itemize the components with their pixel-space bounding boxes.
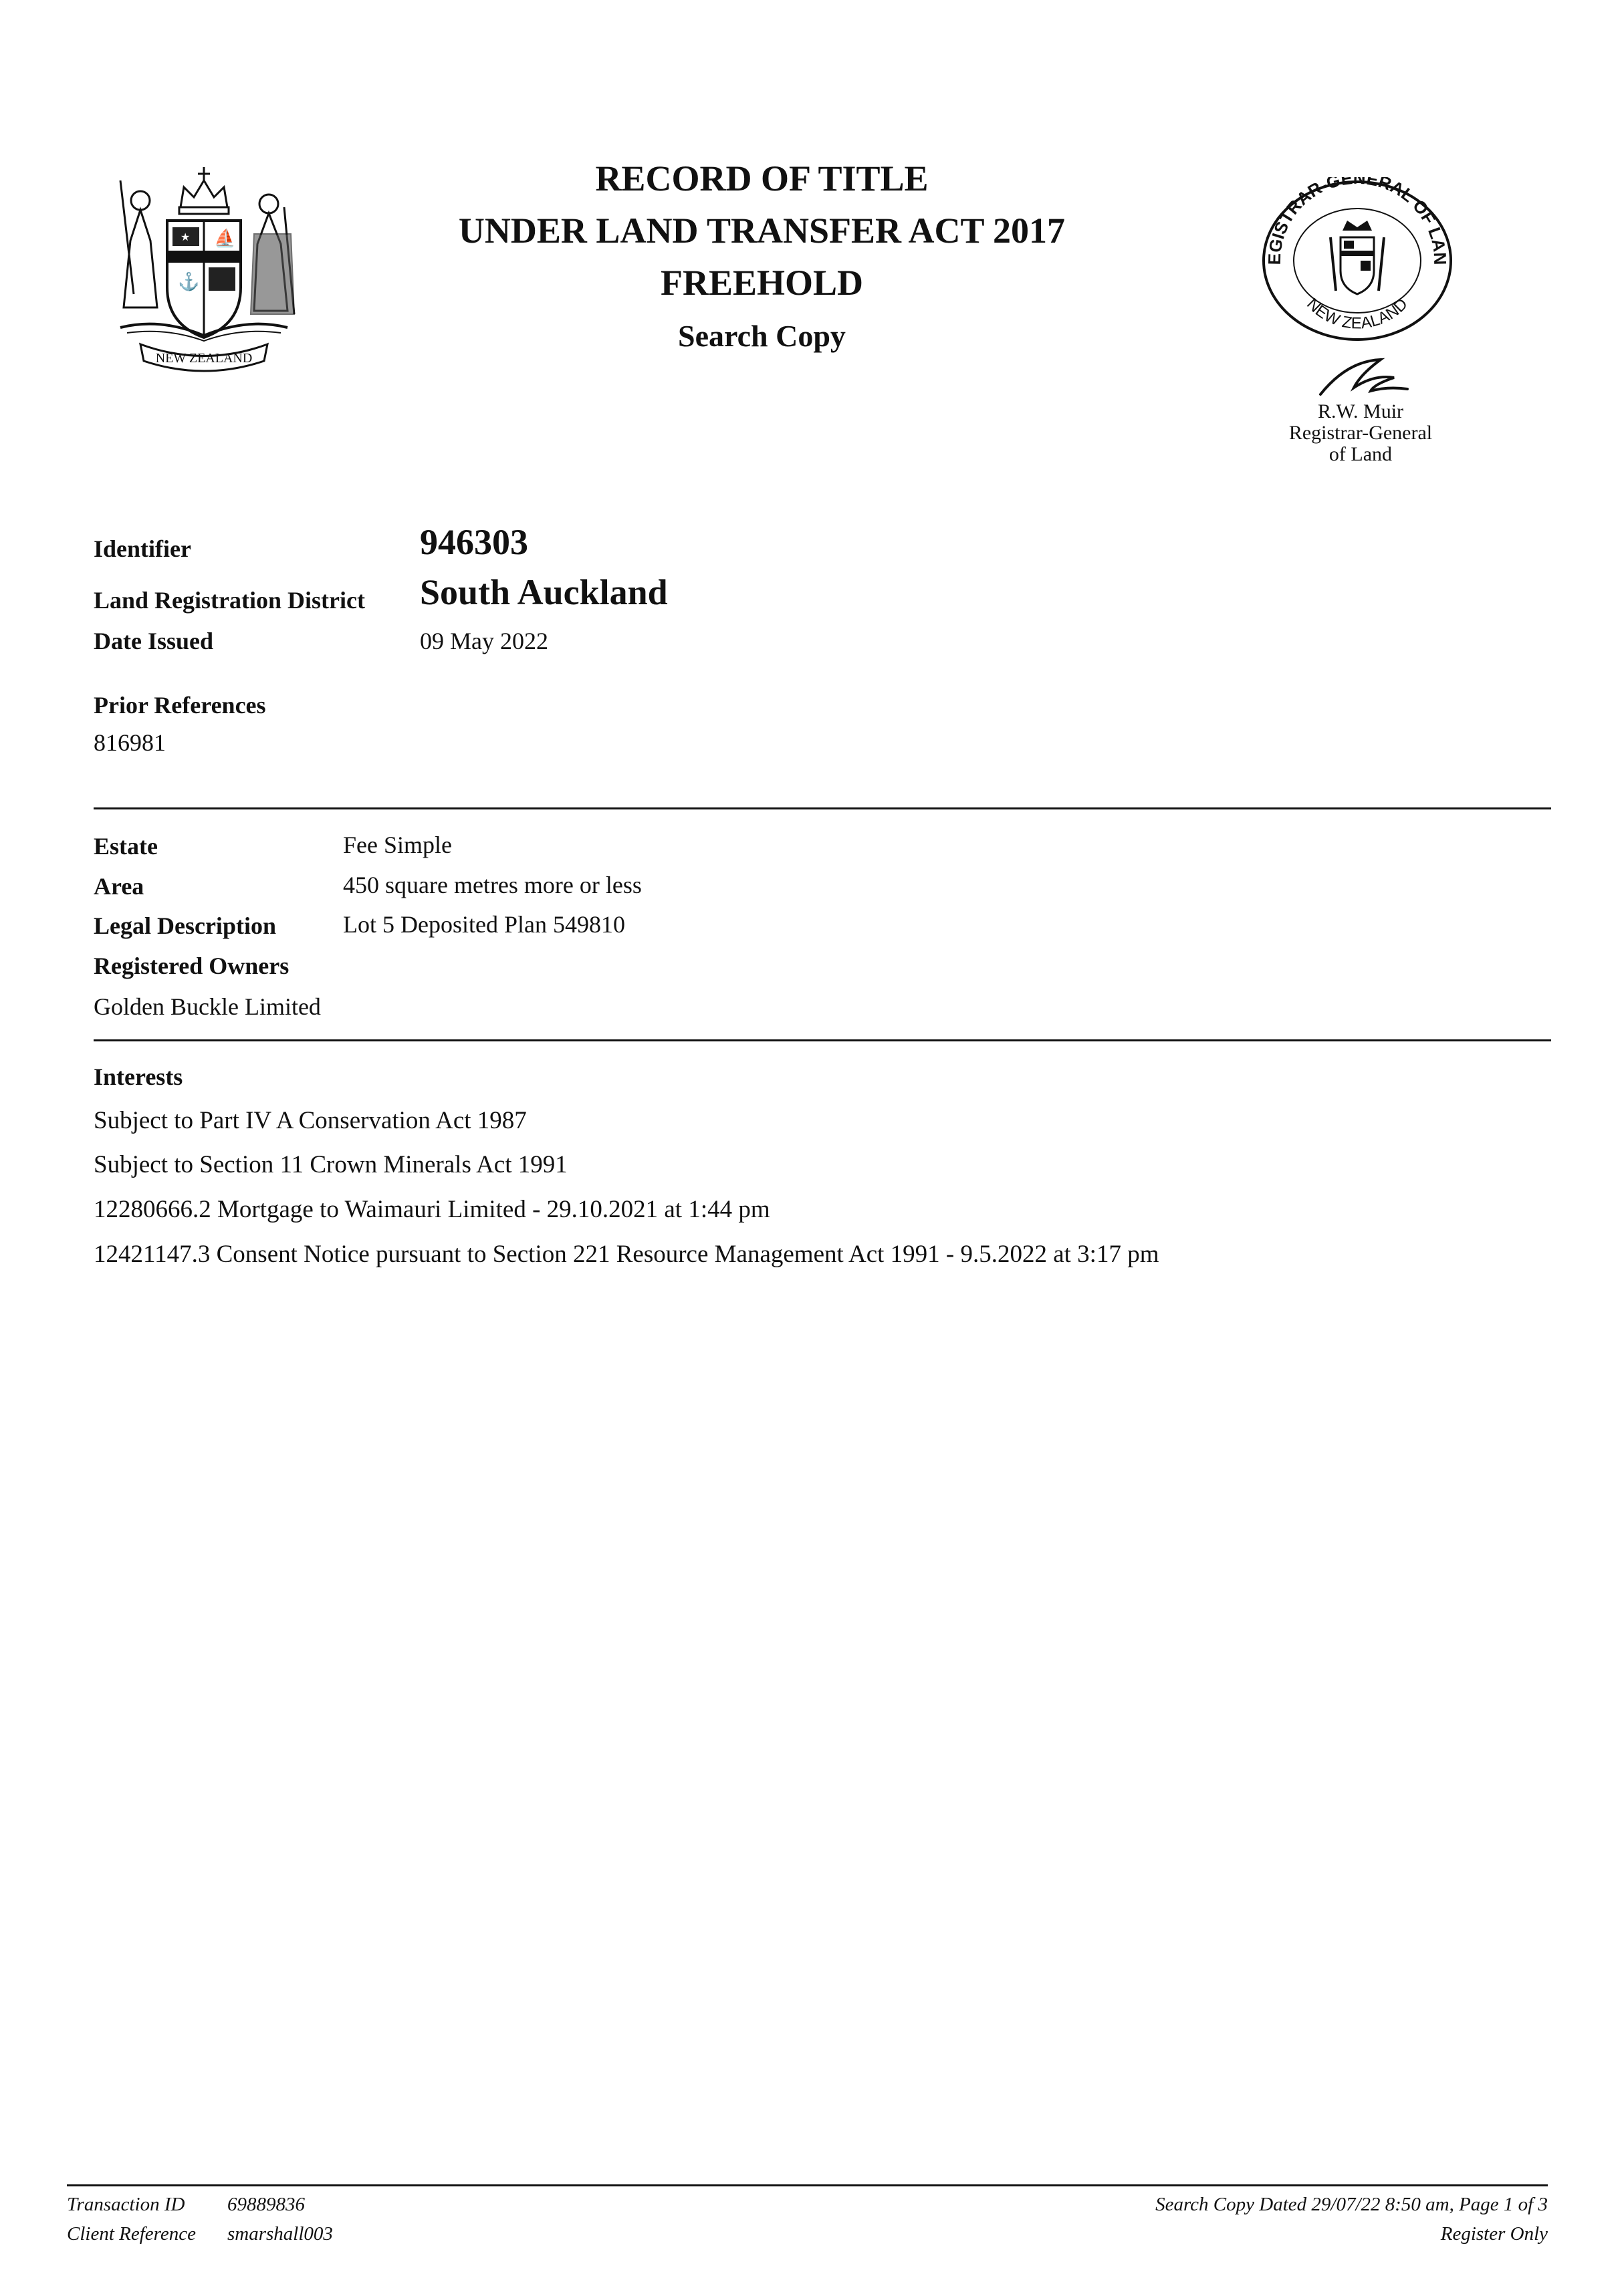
svg-text:NEW ZEALAND: NEW ZEALAND — [1303, 295, 1411, 333]
interests-label: Interests — [94, 1063, 183, 1090]
interest-item: 12280666.2 Mortgage to Waimauri Limited - 29.10.2021 at 1:44 pm — [94, 1196, 770, 1223]
svg-text:⛵: ⛵ — [214, 229, 236, 248]
handwritten-signature — [1307, 354, 1414, 401]
district-value: South Auckland — [420, 572, 668, 612]
legal-description-label: Legal Description — [94, 912, 276, 939]
section-divider — [94, 807, 1551, 809]
area-value: 450 square metres more or less — [343, 872, 642, 898]
title-line-2: UNDER LAND TRANSFER ACT 2017 — [458, 211, 1066, 251]
registrar-name: R.W. Muir — [1317, 400, 1404, 422]
estate-label: Estate — [94, 833, 158, 860]
date-issued-label: Date Issued — [94, 628, 214, 654]
registered-owners-value: Golden Buckle Limited — [94, 993, 321, 1020]
registered-owners-label: Registered Owners — [94, 952, 289, 979]
interest-item: Subject to Section 11 Crown Minerals Act 1991 — [94, 1151, 568, 1178]
client-reference-label: Client Reference — [67, 2223, 196, 2245]
svg-text:★: ★ — [181, 232, 191, 243]
legal-description-value: Lot 5 Deposited Plan 549810 — [343, 911, 625, 938]
title-line-3: FREEHOLD — [660, 263, 864, 303]
svg-text:⚓: ⚓ — [178, 272, 200, 291]
svg-text:REGISTRAR-GENERAL OF LAND: EGISTRAR-GENERAL OF LAN — [1264, 177, 1451, 265]
identifier-label: Identifier — [94, 535, 191, 562]
document-subtitle: Search Copy — [678, 319, 846, 353]
area-label: Area — [94, 873, 144, 900]
identifier-value: 946303 — [420, 522, 528, 562]
title-line-1: RECORD OF TITLE — [595, 158, 929, 199]
registrar-title-line-1: Registrar-General — [1288, 422, 1433, 444]
register-only-note: Register Only — [1440, 2223, 1548, 2245]
client-reference-value: smarshall003 — [227, 2223, 333, 2245]
registrar-general-seal — [1257, 177, 1458, 344]
search-copy-dated: Search Copy Dated 29/07/22 8:50 am, Page 1 of 3 — [1155, 2194, 1548, 2215]
estate-value: Fee Simple — [343, 832, 452, 858]
prior-references-label: Prior References — [94, 692, 266, 719]
transaction-id-label: Transaction ID — [67, 2194, 185, 2215]
interest-item: 12421147.3 Consent Notice pursuant to Section 221 Resource Management Act 1991 - 9.5.2022 at 3:17 pm — [94, 1241, 1159, 1268]
interest-item: Subject to Part IV A Conservation Act 1987 — [94, 1107, 527, 1134]
registrar-signature-block — [1260, 354, 1461, 465]
registrar-title-line-2: of Land — [1328, 443, 1393, 465]
date-issued-value: 09 May 2022 — [420, 628, 548, 654]
section-divider — [94, 1039, 1551, 1041]
district-label: Land Registration District — [94, 587, 365, 614]
footer-divider — [67, 2184, 1548, 2186]
prior-references-value: 816981 — [94, 729, 166, 756]
transaction-id-value: 69889836 — [227, 2194, 305, 2215]
coat-of-arms-banner: NEW ZEALAND — [155, 351, 253, 366]
